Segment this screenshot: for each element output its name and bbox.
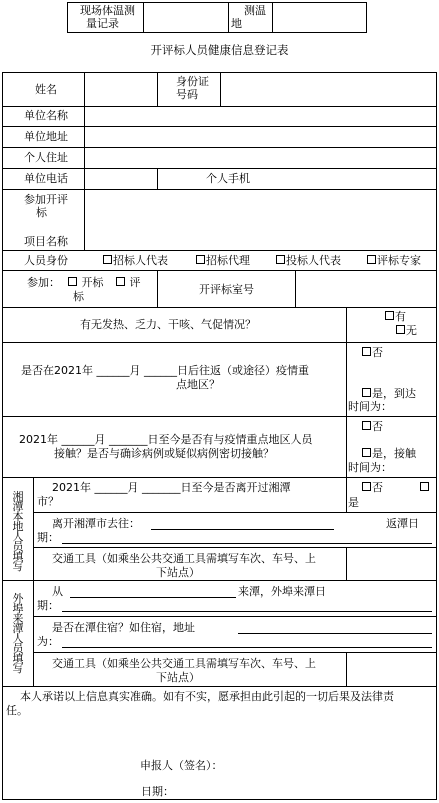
id-card-label: 身份证 [176, 75, 209, 88]
unit-phone-label: 单位电话 [24, 172, 68, 185]
project-name-field[interactable] [86, 191, 435, 249]
arrival-date-field[interactable] [62, 611, 432, 612]
checkbox-icon [362, 421, 371, 430]
symptom-question: 有无发热、乏力、干咳、气促情况？ [80, 318, 256, 331]
checkbox-icon [103, 255, 112, 264]
id-card-label-2: 号码 [176, 88, 198, 101]
signature-label: 申报人（签名）： [140, 759, 223, 772]
room-field[interactable] [297, 272, 435, 306]
unit-address-label: 单位地址 [24, 130, 68, 143]
identity-label: 人员身份 [24, 254, 68, 267]
participate-label-2: 标 [36, 206, 47, 219]
return-date-label-2: 期： [37, 531, 59, 544]
contact-yes-option[interactable]: 是，接触 [362, 447, 416, 460]
leave-xiangtan-question-2: 市？ [37, 495, 59, 508]
outside-transport-label: 交通工具（如乘坐公共交通工具需填写车次、车号、上 [52, 657, 316, 670]
measure-place-label-2: 地 [231, 17, 242, 30]
name-field[interactable] [86, 74, 156, 104]
measure-place-field[interactable] [274, 4, 365, 31]
travel-no-option[interactable]: 否 [362, 346, 383, 359]
leave-xiangtan-yes-checkbox[interactable] [420, 482, 429, 491]
leave-destination-label: 离开湘潭市去往： [52, 517, 140, 530]
date-field[interactable] [180, 780, 380, 798]
contact-time-label: 时间为： [348, 461, 392, 474]
leave-xiangtan-no-option[interactable]: 否 [362, 481, 383, 494]
outside-visitor-side-label: 外 埠 来 潭 人 员 填 写 [12, 592, 24, 675]
home-address-field[interactable] [86, 149, 435, 167]
checkbox-icon [362, 347, 371, 356]
identity-option-tenderer-rep[interactable]: 投标人代表 [276, 254, 341, 267]
name-label: 姓名 [35, 83, 57, 96]
travel-time-label: 时间为： [348, 400, 392, 413]
symptom-yes-option[interactable]: 有 [385, 310, 406, 323]
divider [228, 2, 229, 33]
temperature-value-field[interactable] [145, 4, 226, 31]
checkbox-icon [362, 388, 371, 397]
from-label: 从 [52, 585, 63, 598]
work-unit-label: 单位名称 [24, 109, 68, 122]
contact-question: 2021年 ______月 _______日至今是否有与疫情重点地区人员 [19, 433, 313, 446]
room-label: 开评标室号 [199, 283, 254, 296]
lodging-address-label: 为： [37, 635, 59, 648]
travel-yes-option[interactable]: 是，到达 [362, 387, 416, 400]
date-label: 日期： [141, 785, 174, 798]
checkbox-icon [276, 255, 285, 264]
attend-option-evaluation[interactable]: 评 [116, 276, 141, 289]
pledge-text: 本人承诺以上信息真实准确。如有不实，愿承担由此引起的一切后果及法律责 [20, 690, 394, 703]
checkbox-icon [362, 482, 371, 491]
origin-field[interactable] [70, 597, 236, 598]
contact-question-2: 接触？是否与确诊病例或疑似病例密切接触？ [54, 447, 274, 460]
attend-option-evaluation-2: 标 [73, 290, 84, 303]
checkbox-icon [116, 277, 125, 286]
divider [272, 2, 273, 33]
identity-option-bidder-rep[interactable]: 招标人代表 [103, 254, 168, 267]
temperature-record-label-2: 量记录 [86, 17, 119, 30]
checkbox-icon [362, 448, 371, 457]
checkbox-icon [396, 325, 405, 334]
identity-option-agent[interactable]: 招标代理 [196, 254, 250, 267]
unit-address-field[interactable] [86, 128, 435, 146]
work-unit-field[interactable] [86, 107, 435, 125]
arrival-date-label: 期： [37, 599, 59, 612]
lodging-question: 是否在潭住宿？如住宿，地址 [52, 621, 195, 634]
signature-field[interactable] [240, 754, 420, 772]
arrival-label: 来潭，外埠来潭日 [238, 585, 326, 598]
project-name-label: 项目名称 [24, 235, 68, 248]
contact-no-option[interactable]: 否 [362, 420, 383, 433]
attend-label: 参加： [27, 276, 60, 289]
home-address-label: 个人住址 [24, 151, 68, 164]
attend-option-opening[interactable]: 开标 [68, 276, 104, 289]
return-date-field[interactable] [62, 543, 432, 544]
symptom-no-option[interactable]: 无 [396, 324, 417, 337]
outside-transport-label-2: 下站点） [156, 671, 200, 684]
mobile-label: 个人手机 [206, 172, 250, 185]
return-date-label: 返潭日 [386, 517, 419, 530]
divider [143, 2, 144, 33]
pledge-text-2: 任。 [6, 704, 28, 717]
participate-label: 参加开评 [24, 193, 68, 206]
measure-place-label: 测温 [244, 4, 266, 17]
checkbox-icon [68, 277, 77, 286]
id-card-field[interactable] [222, 74, 435, 104]
xiangtan-transport-label-2: 下站点） [156, 566, 200, 579]
lodging-address-field-1[interactable] [238, 633, 432, 634]
identity-option-expert[interactable]: 评标专家 [367, 254, 421, 267]
form-title: 开评标人员健康信息登记表 [150, 43, 289, 57]
xiangtan-transport-label: 交通工具（如乘坐公共交通工具需填写车次、车号、上 [52, 552, 316, 565]
travel-question-2: 点地区？ [176, 378, 220, 391]
checkbox-icon [367, 255, 376, 264]
checkbox-icon [385, 311, 394, 320]
temperature-record-label: 现场体温测 [80, 4, 135, 17]
leave-destination-field[interactable] [151, 529, 334, 530]
travel-question: 是否在2021年 ______月 ______日后往返（或途径）疫情重 [21, 364, 309, 377]
checkbox-icon [196, 255, 205, 264]
unit-phone-field[interactable] [86, 170, 156, 188]
leave-xiangtan-yes-label: 是 [348, 496, 359, 509]
lodging-address-field-2[interactable] [62, 647, 432, 648]
xiangtan-local-side-label: 湘 潭 本 地 人 员 填 写 [12, 490, 24, 573]
leave-xiangtan-question: 2021年 ______月 _______日至今是否离开过湘潭 [52, 481, 291, 494]
